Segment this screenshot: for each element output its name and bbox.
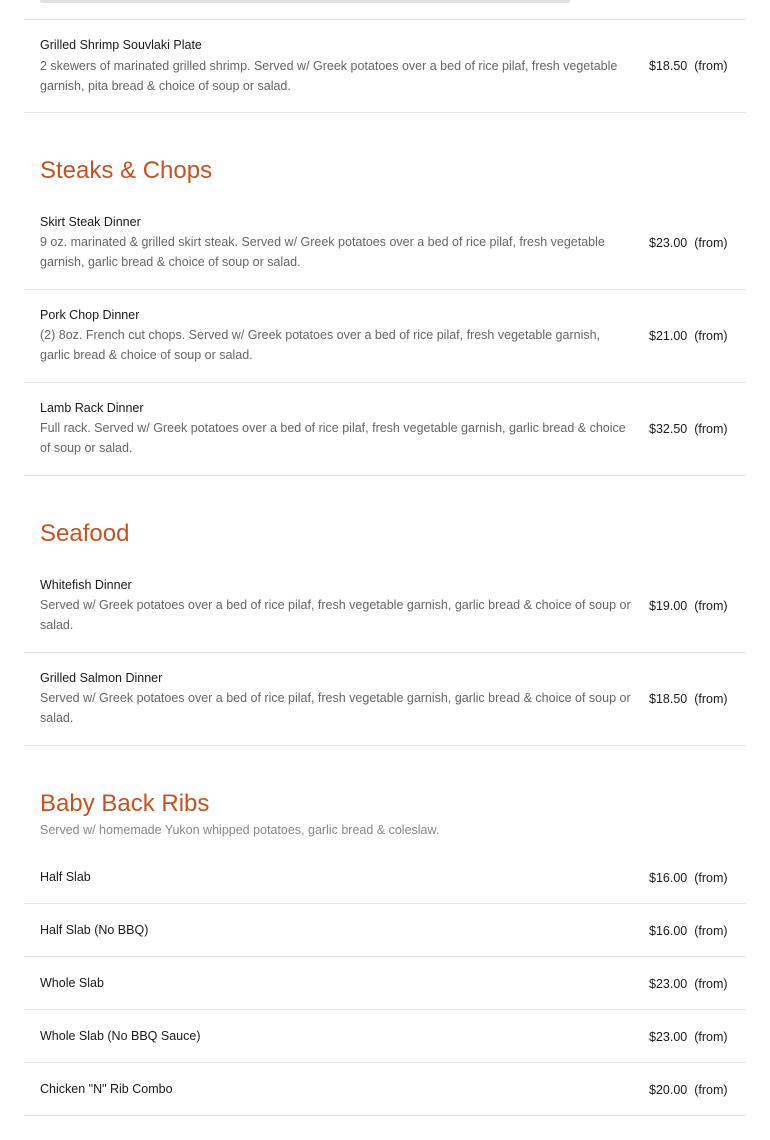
menu-item-price [649,691,728,707]
divider [24,745,746,746]
menu-item-name: Pork Chop Dinner [40,308,140,322]
menu-item-name: Half Slab [40,870,91,884]
price-value: $32.50 [649,422,688,436]
price-value: $23.00 [649,977,688,991]
menu-item-name: Grilled Shrimp Souvlaki Plate [40,38,202,52]
menu-item-desc [40,232,640,272]
desc-line: garnish, pita bread & choice of soup or salad. [40,79,291,93]
price-value: $18.50 [649,59,688,73]
menu-item-price [649,1082,728,1098]
price-from: (from) [694,329,728,343]
desc-line: 2 skewers of marinated grilled shrimp. Served w/ Greek potatoes over a bed of rice pilaf, fresh vegetable [40,59,618,73]
menu-item-price [649,328,728,344]
menu-item-price [649,923,728,939]
price-from: (from) [694,871,728,885]
section-title-steaks-chops: Steaks & Chops [40,157,213,184]
menu-item-name: Half Slab (No BBQ) [40,923,149,937]
menu-item-name: Lamb Rack Dinner [40,401,144,415]
divider [24,475,746,476]
cut-off-text [40,0,640,9]
price-from: (from) [694,59,728,73]
menu-item-price [649,870,728,886]
menu-item-desc [40,595,640,635]
price-from: (from) [694,422,728,436]
menu-item-desc [40,325,640,365]
section-title-seafood: Seafood [40,520,130,547]
desc-line: salad. [40,618,74,632]
menu-item[interactable] [24,20,746,112]
price-value: $21.00 [649,329,688,343]
price-from: (from) [694,1083,728,1097]
menu-item[interactable] [24,904,746,956]
menu-item-name: Chicken "N" Rib Combo [40,1082,173,1096]
price-value: $16.00 [649,924,688,938]
price-value: $20.00 [649,1083,688,1097]
price-value: $23.00 [649,1030,688,1044]
menu-item[interactable] [24,560,746,652]
desc-line: 9 oz. marinated & grilled skirt steak. Served w/ Greek potatoes over a bed of rice pilaf, fresh vegetable [40,235,605,249]
menu-item[interactable] [24,1010,746,1062]
desc-line: salad. [40,711,74,725]
price-value: $18.50 [649,692,688,706]
menu-item[interactable] [24,290,746,382]
menu-item-name: Whole Slab [40,976,104,990]
price-from: (from) [694,692,728,706]
menu-item-price [649,421,728,437]
price-value: $19.00 [649,599,688,613]
price-from: (from) [694,599,728,613]
desc-line: Served w/ Greek potatoes over a bed of rice pilaf, fresh vegetable garnish, garlic bread & choice of soup or [40,598,631,612]
desc-line: Served w/ Greek potatoes over a bed of rice pilaf, fresh vegetable garnish, garlic bread & choice of soup or [40,691,631,705]
menu-item-desc [40,688,640,728]
menu-item[interactable] [24,851,746,903]
menu-item[interactable] [24,1063,746,1115]
menu-item-name: Grilled Salmon Dinner [40,671,163,685]
price-from: (from) [694,236,728,250]
menu-item-price [649,58,728,74]
menu-item[interactable] [24,197,746,289]
menu-item-desc [40,418,640,458]
menu-item-price [649,598,728,614]
desc-line: garnish, garlic bread & choice of soup or salad. [40,255,301,269]
menu-item-name: Whole Slab (No BBQ Sauce) [40,1029,201,1043]
menu-item[interactable] [24,383,746,475]
desc-line: Full rack. Served w/ Greek potatoes over a bed of rice pilaf, fresh vegetable garnish, garlic bread & choice [40,421,626,435]
section-note: Served w/ homemade Yukon whipped potatoes, garlic bread & coleslaw. [40,823,440,837]
price-from: (from) [694,924,728,938]
price-from: (from) [694,1030,728,1044]
price-value: $23.00 [649,236,688,250]
desc-line: garlic bread & choice of soup or salad. [40,348,253,362]
menu-item-desc [40,56,640,96]
divider [24,112,746,113]
section-title-baby-back-ribs: Baby Back Ribs [40,790,210,817]
menu-item-name: Whitefish Dinner [40,578,132,592]
menu-item[interactable] [24,653,746,745]
price-value: $16.00 [649,871,688,885]
divider [24,1115,746,1116]
menu-item-name: Skirt Steak Dinner [40,215,141,229]
menu-item-price [649,1029,728,1045]
menu-item-price [649,235,728,251]
menu-item[interactable] [24,957,746,1009]
desc-line: (2) 8oz. French cut chops. Served w/ Greek potatoes over a bed of rice pilaf, fresh vegetable garnish, [40,328,601,342]
menu-item-price [649,976,728,992]
price-from: (from) [694,977,728,991]
desc-line: of soup or salad. [40,441,133,455]
